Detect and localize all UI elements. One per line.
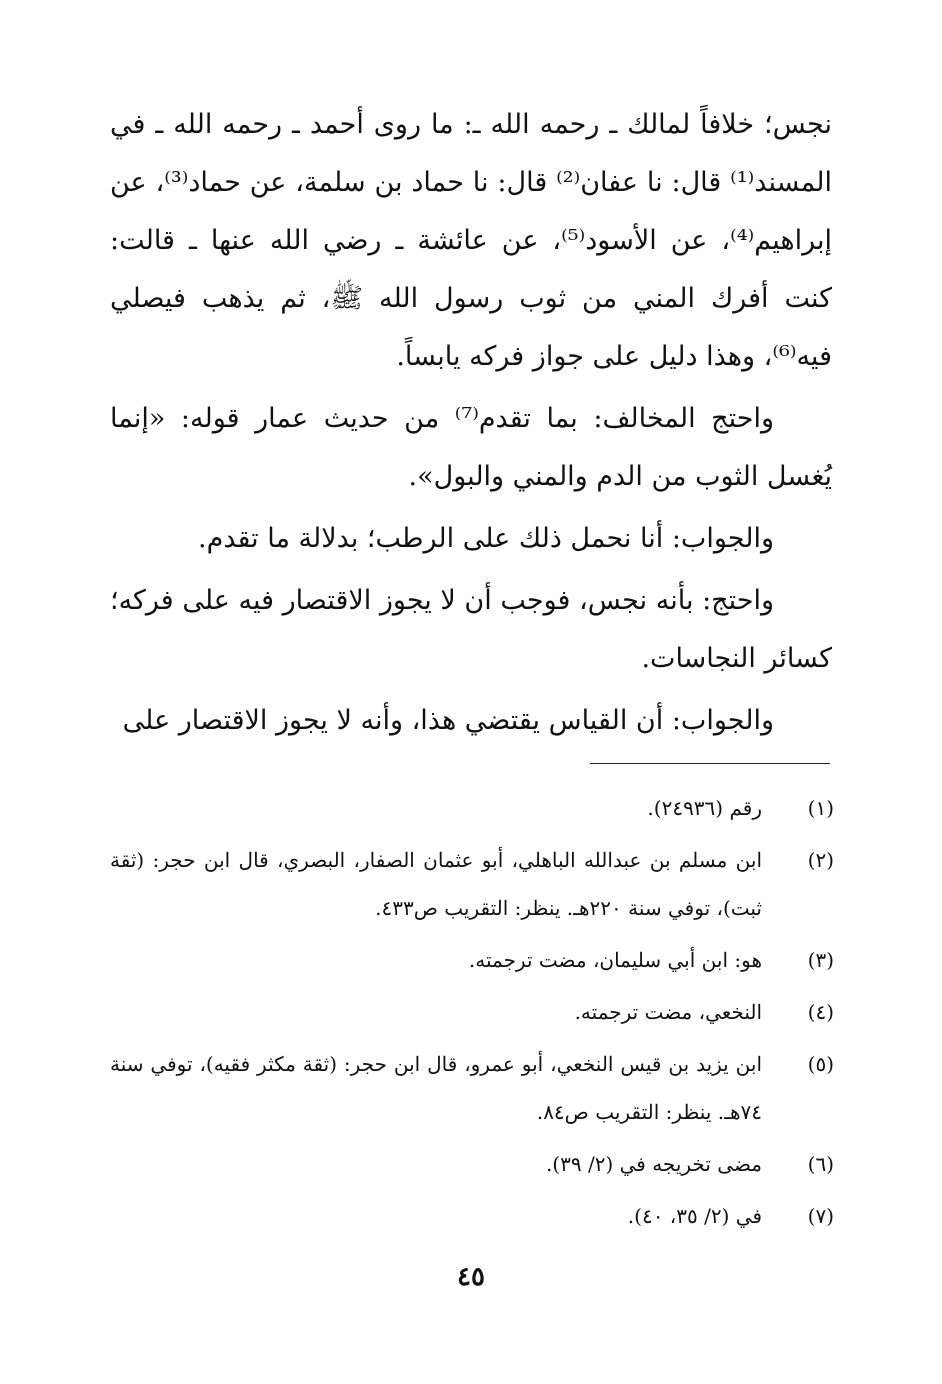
footnote-item — [110, 1192, 834, 1240]
main-text — [110, 96, 832, 750]
footnote-number: (١) — [807, 796, 834, 820]
footnote-item — [110, 836, 834, 932]
footnote-number: (٥) — [807, 1052, 834, 1076]
paragraph-5: والجواب: أن القياس يقتضي هذا، وأنه لا يجوز الاقتصار على — [122, 705, 774, 736]
footnote-text: في (٢/ ٣٥، ٤٠). — [627, 1204, 762, 1228]
footnote-item — [110, 988, 834, 1036]
footnote-number: (٣) — [807, 948, 834, 972]
footnote-text: رقم (٢٤٩٣٦). — [647, 796, 762, 820]
paragraph-4: واحتج: بأنه نجس، فوجب أن لا يجوز الاقتصار فيه على فركه؛ كسائر النجاسات. — [110, 585, 832, 674]
footnote-text: النخعي، مضت ترجمته. — [574, 1000, 762, 1024]
footnote-number: (٤) — [807, 1000, 834, 1024]
paragraph-1: نجس؛ خلافاً لمالك ـ رحمه الله ـ: ما روى أحمد ـ رحمه الله ـ في المسند⁽¹⁾ قال: نا عفان⁽²⁾ قال: نا حماد بن سلمة، عن حماد⁽³⁾، عن إبراهيم⁽⁴⁾، عن الأسود⁽⁵⁾، عن عائشة ـ رضي الله عنها ـ قالت: كنت أفرك المني من ثوب رسول الله ﷺ، ثم يذهب فيصلي فيه⁽⁶⁾، وهذا دليل على جواز فركه يابساً. — [110, 109, 833, 372]
footnote-text: هو: ابن أبي سليمان، مضت ترجمته. — [468, 948, 762, 972]
footnote-text: ابن يزيد بن قيس النخعي، أبو عمرو، قال ابن حجر: (ثقة مكثر فقيه)، توفي سنة ٧٤هـ. ينظر: التقريب ص٨٤. — [110, 1052, 762, 1124]
footnote-item — [110, 1140, 834, 1188]
footnote-item — [110, 1040, 834, 1136]
footnote-text: ابن مسلم بن عبدالله الباهلي، أبو عثمان الصفار، البصري، قال ابن حجر: (ثقة ثبت)، توفي سنة ٢٢٠هـ. ينظر: التقريب ص٤٣٣. — [110, 848, 762, 920]
footnote-number: (٢) — [807, 848, 834, 872]
footnote-item — [110, 784, 834, 832]
footnote-item — [110, 936, 834, 984]
footnote-number: (٧) — [807, 1204, 834, 1228]
page-number: ٤٥ — [457, 1262, 485, 1292]
footnote-separator — [590, 763, 830, 764]
paragraph-2: واحتج المخالف: بما تقدم⁽⁷⁾ من حديث عمار قوله: «إنما يُغسل الثوب من الدم والمني والبول». — [110, 403, 832, 492]
footnote-number: (٦) — [807, 1152, 834, 1176]
footnotes-list — [110, 784, 834, 1244]
paragraph-3: والجواب: أنا نحمل ذلك على الرطب؛ بدلالة ما تقدم. — [198, 523, 774, 554]
footnote-text: مضى تخريجه في (٢/ ٣٩). — [545, 1152, 762, 1176]
